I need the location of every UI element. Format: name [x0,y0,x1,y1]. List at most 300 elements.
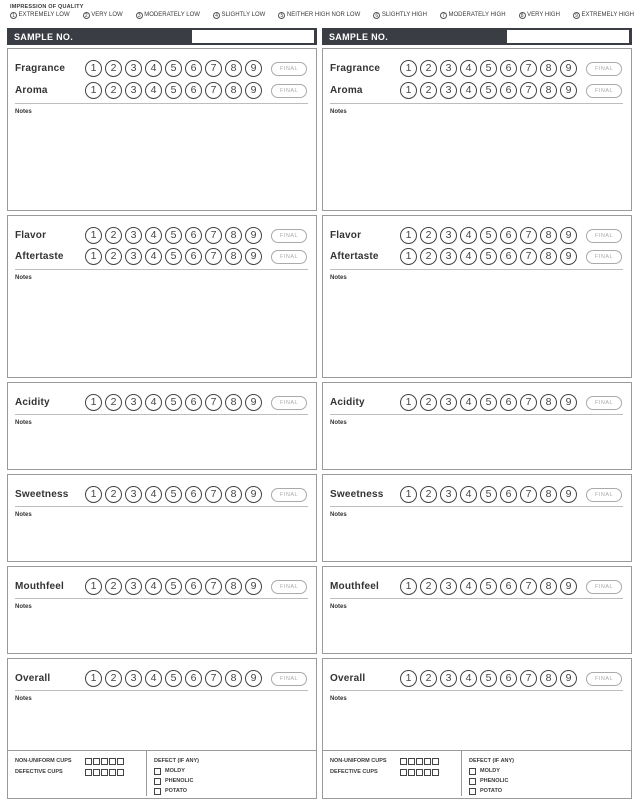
attribute-name: Aftertaste [330,251,379,262]
score-option[interactable]: 3 [125,670,142,687]
defect-label: PHENOLIC [165,778,194,784]
score-option[interactable]: 9 [245,394,262,411]
section-divider [330,414,623,415]
notes-label: Notes [15,512,32,518]
score-option[interactable]: 7 [520,248,537,265]
score-option[interactable]: 2 [105,227,122,244]
legend-item [83,11,123,20]
score-scale [400,82,577,99]
score-option[interactable]: 1 [85,486,102,503]
sample-no-label: SAMPLE NO. [14,31,74,42]
sample-no-label: SAMPLE NO. [329,31,389,42]
score-option[interactable]: 8 [225,82,242,99]
final-score-field[interactable]: FINAL [271,62,307,76]
score-option[interactable]: 8 [540,670,557,687]
score-option[interactable]: 4 [460,227,477,244]
notes-label: Notes [330,109,347,115]
defect-checkbox[interactable] [469,768,476,775]
final-score-field[interactable]: FINAL [271,229,307,243]
score-option[interactable]: 3 [440,394,457,411]
final-score-field[interactable]: FINAL [271,488,307,502]
section-divider [15,269,308,270]
score-option[interactable]: 9 [560,394,577,411]
section-divider [330,690,623,691]
score-option[interactable]: 9 [560,60,577,77]
defective-cups-checkbox[interactable] [101,769,108,776]
score-option[interactable]: 7 [205,248,222,265]
score-option[interactable]: 4 [460,394,477,411]
score-scale [400,227,577,244]
score-option[interactable]: 2 [105,248,122,265]
non-uniform-cups-checkbox[interactable] [408,758,415,765]
attribute-section [7,474,317,562]
defective-cups-checkbox[interactable] [408,769,415,776]
legend-item [440,11,506,20]
score-option[interactable]: 4 [145,82,162,99]
score-option[interactable]: 5 [165,82,182,99]
score-option[interactable]: 6 [185,670,202,687]
score-option[interactable]: 4 [460,486,477,503]
score-option[interactable]: 5 [480,227,497,244]
defective-cups-row [330,767,440,778]
score-option[interactable]: 5 [480,578,497,595]
sample-no-field[interactable] [192,30,314,43]
defect-checkbox[interactable] [469,788,476,795]
score-option[interactable]: 4 [460,670,477,687]
score-option[interactable]: 3 [125,227,142,244]
score-option[interactable]: 6 [500,670,517,687]
score-option[interactable]: 4 [145,248,162,265]
defective-cups-checkbox[interactable] [416,769,423,776]
score-option[interactable]: 9 [245,227,262,244]
score-option[interactable]: 5 [480,60,497,77]
score-option[interactable]: 4 [460,60,477,77]
defect-item [154,776,199,786]
score-option[interactable]: 1 [400,394,417,411]
score-option[interactable]: 8 [540,60,557,77]
score-option[interactable]: 6 [185,60,202,77]
score-option[interactable]: 2 [105,394,122,411]
score-option[interactable]: 4 [145,578,162,595]
legend-items [10,11,634,20]
score-option[interactable]: 6 [185,578,202,595]
score-option[interactable]: 6 [500,248,517,265]
score-option[interactable]: 7 [205,227,222,244]
score-option[interactable]: 2 [420,578,437,595]
attribute-name: Flavor [15,230,47,241]
score-option[interactable]: 2 [105,670,122,687]
score-option[interactable]: 4 [145,670,162,687]
legend-label: MODERATELY HIGH [448,12,506,18]
score-option[interactable]: 8 [540,248,557,265]
score-option[interactable]: 2 [420,486,437,503]
score-option[interactable]: 9 [560,578,577,595]
legend-label: SLIGHTLY LOW [221,12,266,18]
attribute-section [322,658,632,799]
final-score-field[interactable]: FINAL [586,396,622,410]
score-option[interactable]: 6 [500,578,517,595]
defective-cups-row [15,767,125,778]
score-option[interactable]: 2 [420,670,437,687]
defect-item [469,786,514,796]
attribute-section [322,474,632,562]
score-option[interactable]: 6 [185,394,202,411]
attribute-name: Acidity [15,397,50,408]
score-option[interactable]: 9 [560,248,577,265]
final-score-field[interactable]: FINAL [586,488,622,502]
defect-checkbox[interactable] [469,778,476,785]
final-score-field[interactable]: FINAL [586,229,622,243]
final-score-field[interactable]: FINAL [271,250,307,264]
score-option[interactable]: 7 [205,670,222,687]
score-option[interactable]: 3 [125,486,142,503]
score-option[interactable]: 8 [225,60,242,77]
notes-label: Notes [15,109,32,115]
defective-cups-checkbox[interactable] [117,769,124,776]
non-uniform-cups-checkbox[interactable] [85,758,92,765]
final-score-field[interactable]: FINAL [271,84,307,98]
notes-label: Notes [15,696,32,702]
score-option[interactable]: 2 [105,486,122,503]
attribute-name: Fragrance [330,63,381,74]
legend-number: 7 [440,12,447,19]
notes-label: Notes [15,275,32,281]
score-option[interactable]: 7 [520,394,537,411]
score-option[interactable]: 2 [420,60,437,77]
legend-label: SLIGHTLY HIGH [381,12,427,18]
final-score-field[interactable]: FINAL [586,580,622,594]
notes-label: Notes [330,512,347,518]
attribute-row [330,486,622,503]
section-divider [15,103,308,104]
legend-item [278,11,360,20]
score-option[interactable]: 3 [125,394,142,411]
defective-cups-checkbox[interactable] [424,769,431,776]
attribute-section [7,48,317,211]
footer-divider [323,750,631,751]
score-option[interactable]: 9 [245,486,262,503]
score-option[interactable]: 9 [245,82,262,99]
score-option[interactable]: 2 [105,60,122,77]
score-option[interactable]: 6 [500,227,517,244]
score-option[interactable]: 3 [125,578,142,595]
defect-label: PHENOLIC [480,778,509,784]
score-option[interactable]: 7 [520,60,537,77]
score-option[interactable]: 9 [560,227,577,244]
section-divider [15,690,308,691]
sample-column-left [7,28,317,794]
score-option[interactable]: 8 [225,394,242,411]
score-option[interactable]: 1 [400,60,417,77]
score-option[interactable]: 6 [185,227,202,244]
score-option[interactable]: 1 [85,82,102,99]
score-option[interactable]: 5 [165,227,182,244]
non-uniform-cups-checkbox[interactable] [432,758,439,765]
score-option[interactable]: 9 [245,578,262,595]
section-divider [330,506,623,507]
score-option[interactable]: 4 [145,60,162,77]
score-option[interactable]: 4 [460,248,477,265]
section-divider [330,269,623,270]
notes-label: Notes [330,420,347,426]
attribute-row [330,60,622,77]
legend-title: IMPRESSION OF QUALITY [10,4,84,10]
attribute-row [330,82,622,99]
sample-header [7,28,317,45]
score-option[interactable]: 4 [460,578,477,595]
score-option[interactable]: 1 [85,394,102,411]
score-option[interactable]: 2 [420,82,437,99]
score-option[interactable]: 8 [540,486,557,503]
attribute-row [15,60,307,77]
score-scale [85,248,262,265]
score-scale [400,486,577,503]
score-option[interactable]: 9 [245,60,262,77]
attribute-section [7,566,317,654]
attribute-name: Acidity [330,397,365,408]
score-option[interactable]: 8 [225,227,242,244]
final-score-field[interactable]: FINAL [586,672,622,686]
score-option[interactable]: 4 [145,227,162,244]
score-option[interactable]: 8 [225,670,242,687]
score-option[interactable]: 2 [420,394,437,411]
score-option[interactable]: 7 [520,227,537,244]
attribute-row [330,394,622,411]
score-option[interactable]: 7 [520,82,537,99]
attribute-name: Flavor [330,230,362,241]
legend-number: 6 [373,12,380,19]
final-score-field[interactable]: FINAL [271,396,307,410]
score-option[interactable]: 8 [540,82,557,99]
score-scale [400,60,577,77]
attribute-row [15,248,307,265]
defective-cups-checkbox[interactable] [85,769,92,776]
score-option[interactable]: 8 [540,578,557,595]
score-option[interactable]: 1 [400,248,417,265]
attribute-row [15,227,307,244]
attribute-section [7,382,317,470]
final-score-field[interactable]: FINAL [586,250,622,264]
score-option[interactable]: 2 [420,227,437,244]
score-option[interactable]: 5 [165,394,182,411]
non-uniform-cups-checkbox[interactable] [424,758,431,765]
score-option[interactable]: 6 [500,82,517,99]
defective-cups-checkbox[interactable] [432,769,439,776]
attribute-section [322,215,632,378]
legend-label: EXTREMELY HIGH [581,12,634,18]
attribute-name: Aroma [330,85,363,96]
score-option[interactable]: 6 [185,248,202,265]
score-option[interactable]: 3 [125,248,142,265]
score-option[interactable]: 5 [480,670,497,687]
attribute-name: Sweetness [15,489,69,500]
notes-label: Notes [330,696,347,702]
score-option[interactable]: 1 [400,578,417,595]
score-option[interactable]: 7 [205,82,222,99]
score-option[interactable]: 6 [185,82,202,99]
attribute-row [15,82,307,99]
sample-no-field[interactable] [507,30,629,43]
score-option[interactable]: 5 [480,394,497,411]
score-option[interactable]: 8 [540,227,557,244]
score-option[interactable]: 9 [245,248,262,265]
final-score-field[interactable]: FINAL [586,84,622,98]
attribute-row [15,486,307,503]
score-option[interactable]: 7 [520,578,537,595]
non-uniform-cups-checkbox[interactable] [117,758,124,765]
legend-item [10,11,70,20]
score-option[interactable]: 5 [165,578,182,595]
score-option[interactable]: 3 [440,486,457,503]
attribute-section [322,48,632,211]
score-option[interactable]: 1 [85,248,102,265]
score-option[interactable]: 6 [185,486,202,503]
final-score-field[interactable]: FINAL [271,672,307,686]
defect-item [154,786,199,796]
score-option[interactable]: 4 [145,394,162,411]
non-uniform-cups-label: NON-UNIFORM CUPS [330,758,387,764]
score-option[interactable]: 4 [460,82,477,99]
score-scale [400,248,577,265]
score-option[interactable]: 1 [85,578,102,595]
score-option[interactable]: 1 [85,670,102,687]
non-uniform-cups-checkbox[interactable] [400,758,407,765]
defect-list [154,756,199,796]
score-option[interactable]: 3 [440,60,457,77]
score-option[interactable]: 5 [165,248,182,265]
defective-cups-checkbox[interactable] [93,769,100,776]
defect-checkbox[interactable] [154,788,161,795]
score-option[interactable]: 9 [560,486,577,503]
defective-cups-checkbox[interactable] [400,769,407,776]
score-option[interactable]: 6 [500,394,517,411]
footer-vertical-divider [461,750,462,796]
final-score-field[interactable]: FINAL [586,62,622,76]
score-option[interactable]: 5 [165,486,182,503]
quality-legend [10,4,634,26]
score-option[interactable]: 8 [225,248,242,265]
non-uniform-cups-row [15,756,125,767]
score-scale [85,670,262,687]
attribute-name: Sweetness [330,489,384,500]
score-option[interactable]: 2 [105,578,122,595]
score-option[interactable]: 9 [245,670,262,687]
score-option[interactable]: 3 [440,578,457,595]
score-option[interactable]: 3 [125,60,142,77]
score-option[interactable]: 1 [400,227,417,244]
score-option[interactable]: 5 [480,82,497,99]
defect-checkbox[interactable] [154,778,161,785]
score-option[interactable]: 7 [520,486,537,503]
section-divider [330,103,623,104]
score-option[interactable]: 7 [520,670,537,687]
attribute-name: Aroma [15,85,48,96]
legend-label: VERY HIGH [527,12,560,18]
defect-label: MOLDY [480,768,500,774]
score-option[interactable]: 8 [540,394,557,411]
notes-label: Notes [15,604,32,610]
non-uniform-cups-label: NON-UNIFORM CUPS [15,758,72,764]
score-option[interactable]: 4 [145,486,162,503]
score-option[interactable]: 7 [205,60,222,77]
sample-column-right [322,28,632,794]
legend-item [213,11,265,20]
defect-checkbox[interactable] [154,768,161,775]
attribute-name: Overall [15,673,51,684]
score-option[interactable]: 3 [440,248,457,265]
score-option[interactable]: 3 [440,670,457,687]
score-scale [85,60,262,77]
defect-title: DEFECT (IF ANY) [469,758,515,764]
non-uniform-cups-checkbox[interactable] [101,758,108,765]
notes-label: Notes [330,275,347,281]
attribute-row [15,578,307,595]
legend-label: EXTREMELY LOW [18,12,70,18]
non-uniform-cups-row [330,756,440,767]
attribute-section [7,658,317,799]
attribute-row [15,394,307,411]
score-option[interactable]: 6 [500,60,517,77]
score-option[interactable]: 8 [225,486,242,503]
non-uniform-cups-checkbox[interactable] [416,758,423,765]
cup-counts [15,756,125,778]
score-option[interactable]: 1 [85,227,102,244]
score-scale [400,394,577,411]
score-option[interactable]: 1 [400,486,417,503]
defect-title: DEFECT (IF ANY) [154,758,200,764]
attribute-section [7,215,317,378]
score-scale [400,670,577,687]
score-option[interactable]: 5 [480,248,497,265]
score-option[interactable]: 5 [480,486,497,503]
score-option[interactable]: 7 [205,394,222,411]
section-divider [15,506,308,507]
attribute-section [322,566,632,654]
attribute-name: Fragrance [15,63,66,74]
final-score-field[interactable]: FINAL [271,580,307,594]
defective-cups-checkbox[interactable] [109,769,116,776]
score-option[interactable]: 7 [205,486,222,503]
legend-item [373,11,427,20]
defect-item [469,776,514,786]
non-uniform-cups-checkbox[interactable] [109,758,116,765]
score-option[interactable]: 9 [560,670,577,687]
score-option[interactable]: 9 [560,82,577,99]
defective-cups-label: DEFECTIVE CUPS [330,769,378,775]
attribute-row [330,670,622,687]
score-option[interactable]: 1 [400,82,417,99]
score-option[interactable]: 5 [165,60,182,77]
score-option[interactable]: 3 [440,227,457,244]
score-option[interactable]: 3 [125,82,142,99]
score-option[interactable]: 1 [85,60,102,77]
attribute-section [322,382,632,470]
score-option[interactable]: 2 [105,82,122,99]
score-option[interactable]: 7 [205,578,222,595]
non-uniform-cups-checkbox[interactable] [93,758,100,765]
score-option[interactable]: 3 [440,82,457,99]
score-option[interactable]: 2 [420,248,437,265]
score-option[interactable]: 6 [500,486,517,503]
attribute-name: Overall [330,673,366,684]
score-option[interactable]: 5 [165,670,182,687]
score-option[interactable]: 8 [225,578,242,595]
legend-item [573,11,634,20]
attribute-row [15,670,307,687]
score-option[interactable]: 1 [400,670,417,687]
legend-number: 4 [213,12,220,19]
legend-item [519,11,560,20]
